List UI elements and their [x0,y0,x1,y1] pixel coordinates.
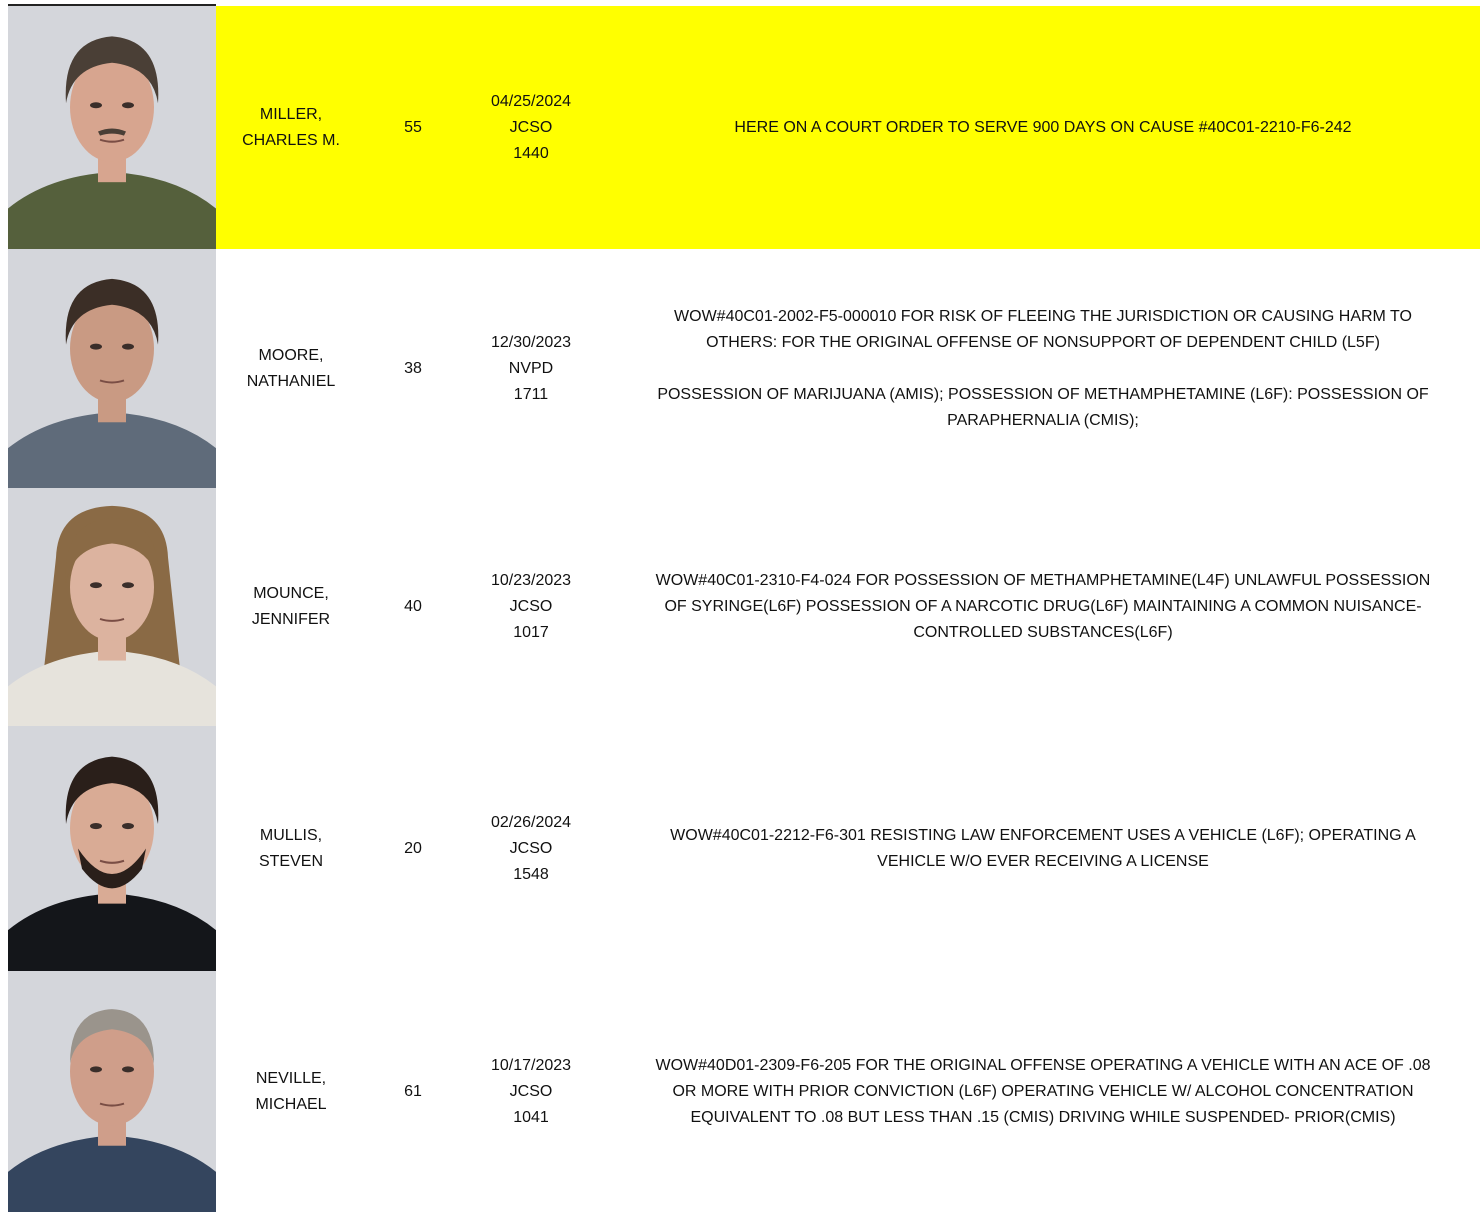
inmate-row [0,971,1480,1212]
booking-time: 1041 [513,1108,549,1126]
booking-time: 1548 [513,865,549,883]
charge-line: WOW#40C01-2002-F5-000010 FOR RISK OF FLEEING THE JURISDICTION OR CAUSING HARM TO [674,307,1412,325]
inmate-age: 20 [404,839,422,857]
booking-date: 10/23/2023 [490,572,572,589]
charge-line: PARAPHERNALIA (CMIS); [947,411,1139,429]
charges [608,971,1478,1212]
booking-time: 1711 [513,385,549,403]
inmate-name [222,249,360,488]
name-last: NEVILLE, [255,1069,327,1087]
charge-line: OTHERS: FOR THE ORIGINAL OFFENSE OF NONSUPPORT OF DEPENDENT CHILD (L5F) [706,333,1380,351]
charge-line: POSSESSION OF MARIJUANA (AMIS); POSSESSION OF METHAMPHETAMINE (L6F): POSSESSION OF [657,385,1429,403]
mugshot-photo [8,6,216,249]
charge-line: VEHICLE W/O EVER RECEIVING A LICENSE [877,852,1209,870]
booking-date: 02/26/2024 [490,813,572,831]
charges [608,726,1478,971]
mugshot-photo [8,249,216,488]
inmate-name [222,6,360,249]
name-last: MOUNCE, [253,585,329,602]
inmate-age: 55 [404,118,422,136]
inmate-row [0,249,1480,488]
charge-line: OR MORE WITH PRIOR CONVICTION (L6F) OPERATING VEHICLE W/ ALCOHOL CONCENTRATION [672,1082,1414,1100]
inmate-name [222,488,360,726]
charge-line: CONTROLLED SUBSTANCES(L6F) [913,624,1173,641]
inmate-age: 61 [404,1082,422,1100]
charge-line: WOW#40C01-2310-F4-024 FOR POSSESSION OF METHAMPHETAMINE(L4F) UNLAWFUL POSSESSION [655,572,1431,589]
inmate-row [0,6,1480,249]
charge-line: HERE ON A COURT ORDER TO SERVE 900 DAYS ON CAUSE #40C01-2210-F6-242 [734,118,1352,136]
booking-info [470,971,592,1212]
inmate-name [222,726,360,971]
charges [608,6,1478,249]
name-last: MILLER, [259,105,323,123]
inmate-row [0,488,1480,726]
name-first: CHARLES M. [242,131,340,149]
arresting-agency: JCSO [509,598,553,615]
inmate-row [0,726,1480,971]
name-first: STEVEN [258,852,323,870]
inmate-age: 40 [404,598,422,615]
arresting-agency: JCSO [509,1082,553,1100]
name-last: MULLIS, [259,826,323,844]
mugshot-photo [8,971,216,1212]
charges [608,488,1478,726]
booking-time: 1017 [513,624,549,641]
name-last: MOORE, [258,346,324,364]
booking-date: 10/17/2023 [490,1056,572,1074]
booking-info [470,6,592,249]
mugshot-photo [8,488,216,726]
arresting-agency: NVPD [508,359,554,377]
arresting-agency: JCSO [509,118,553,136]
charge-line: WOW#40C01-2212-F6-301 RESISTING LAW ENFORCEMENT USES A VEHICLE (L6F); OPERATING A [670,826,1416,844]
booking-info [470,726,592,971]
booking-info [470,249,592,488]
booking-info [470,488,592,726]
booking-time: 1440 [513,144,549,162]
charges [608,249,1478,488]
name-first: JENNIFER [251,611,331,628]
inmate-name [222,971,360,1212]
charge-line: WOW#40D01-2309-F6-205 FOR THE ORIGINAL OFFENSE OPERATING A VEHICLE WITH AN ACE OF .08 [655,1056,1431,1074]
mugshot-photo [8,726,216,971]
booking-date: 04/25/2024 [490,92,572,110]
arresting-agency: JCSO [509,839,553,857]
booking-date: 12/30/2023 [490,333,572,351]
inmate-age: 38 [404,359,422,377]
name-first: MICHAEL [255,1095,327,1113]
name-first: NATHANIEL [246,372,336,390]
charge-line: EQUIVALENT TO .08 BUT LESS THAN .15 (CMIS) DRIVING WHILE SUSPENDED- PRIOR(CMIS) [690,1108,1396,1126]
charge-line: OF SYRINGE(L6F) POSSESSION OF A NARCOTIC DRUG(L6F) MAINTAINING A COMMON NUISANCE- [664,598,1422,615]
